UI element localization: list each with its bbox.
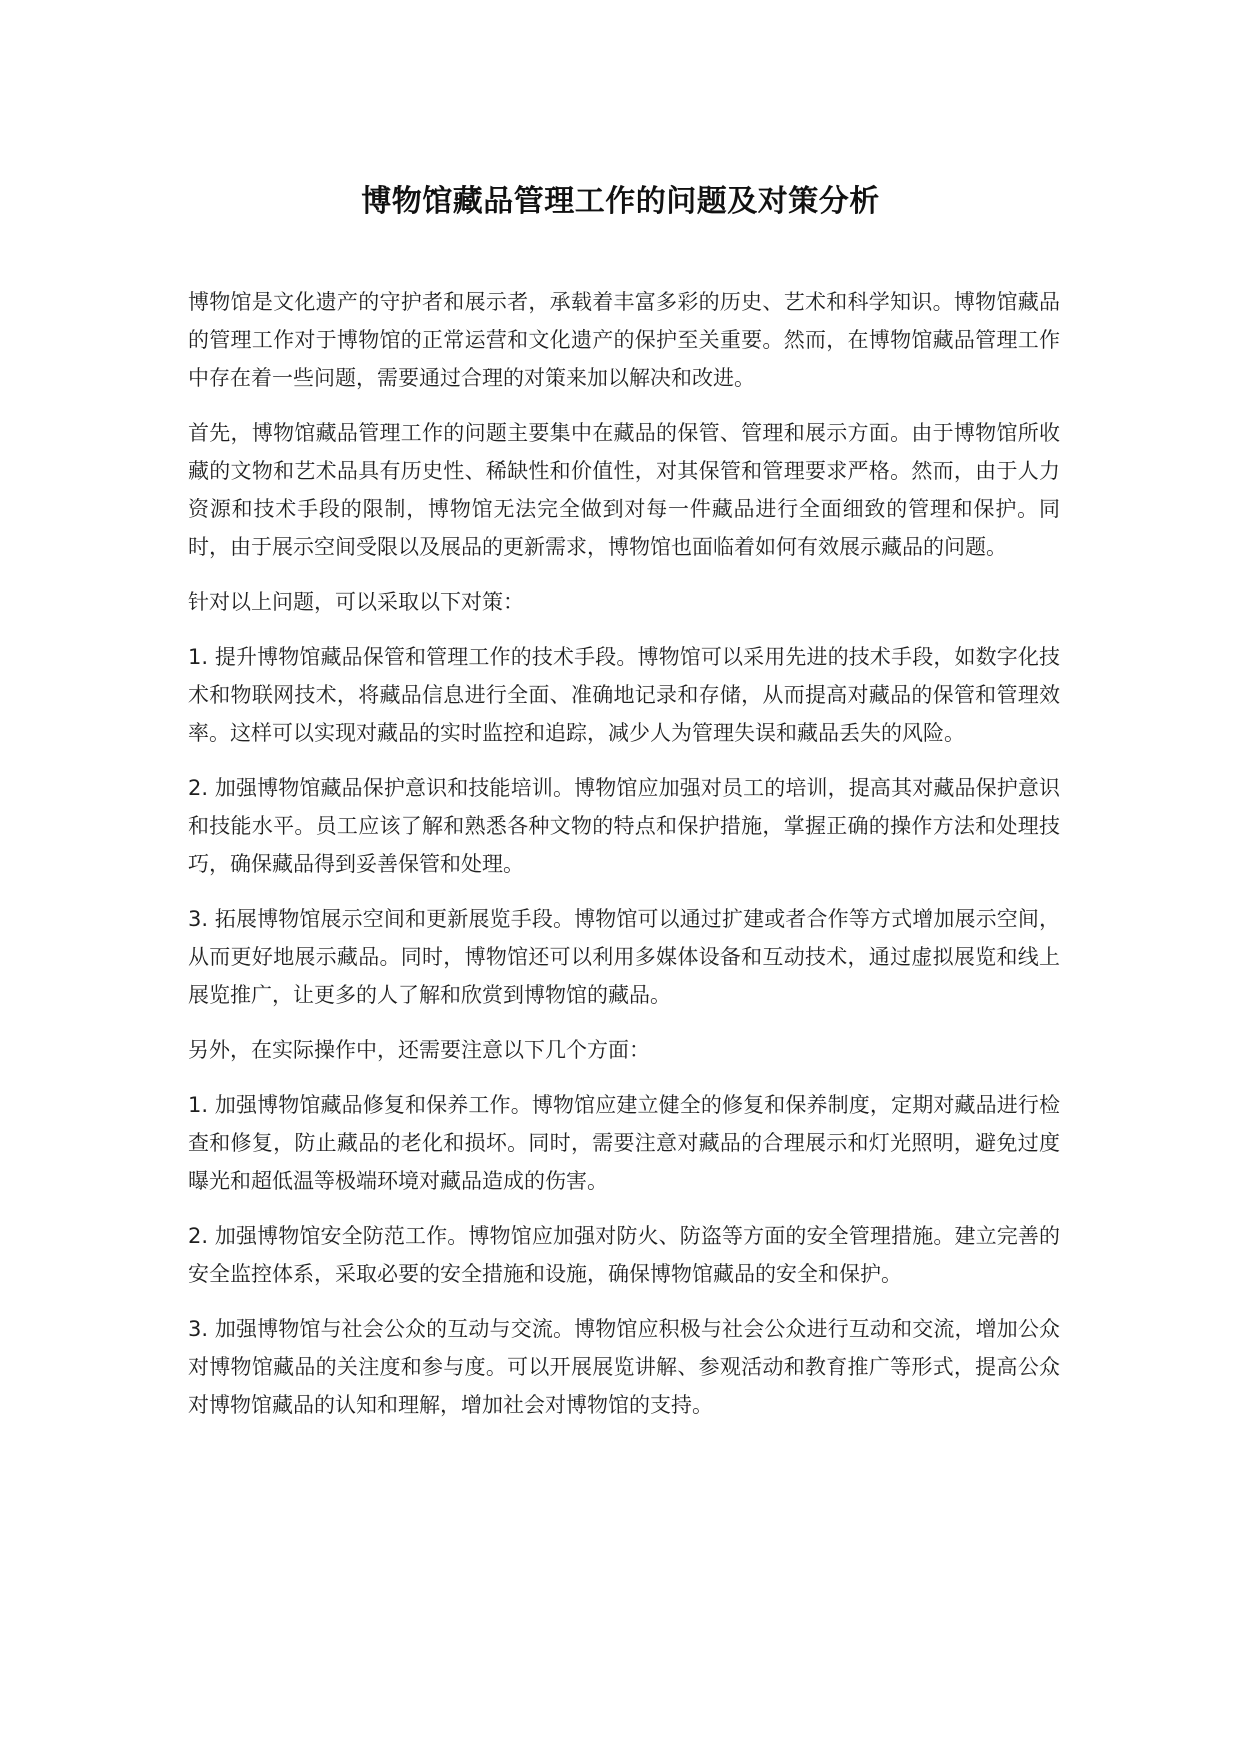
paragraph-countermeasure-3: 3. 拓展博物馆展示空间和更新展览手段。博物馆可以通过扩建或者合作等方式增加展示空间，从而更好地展示藏品。同时，博物馆还可以利用多媒体设备和互动技术，通过虚拟展览和线上展览推广，让更多的人了解和欣赏到博物馆的藏品。 (188, 907, 1060, 1007)
paragraph-additional-2: 2. 加强博物馆安全防范工作。博物馆应加强对防火、防盗等方面的安全管理措施。建立完善的安全监控体系，采取必要的安全措施和设施，确保博物馆藏品的安全和保护。 (188, 1224, 1060, 1286)
paragraph-additional-3: 3. 加强博物馆与社会公众的互动与交流。博物馆应积极与社会公众进行互动和交流，增加公众对博物馆藏品的关注度和参与度。可以开展展览讲解、参观活动和教育推广等形式，提高公众对博物馆藏品的认知和理解，增加社会对博物馆的支持。 (188, 1317, 1060, 1417)
paragraph-problems: 首先，博物馆藏品管理工作的问题主要集中在藏品的保管、管理和展示方面。由于博物馆所收藏的文物和艺术品具有历史性、稀缺性和价值性，对其保管和管理要求严格。然而，由于人力资源和技术手段的限制，博物馆无法完全做到对每一件藏品进行全面细致的管理和保护。同时，由于展示空间受限以及展品的更新需求，博物馆也面临着如何有效展示藏品的问题。 (188, 421, 1060, 559)
paragraph-additional-1: 1. 加强博物馆藏品修复和保养工作。博物馆应建立健全的修复和保养制度，定期对藏品进行检查和修复，防止藏品的老化和损坏。同时，需要注意对藏品的合理展示和灯光照明，避免过度曝光和超低温等极端环境对藏品造成的伤害。 (188, 1093, 1060, 1193)
paragraph-countermeasure-1: 1. 提升博物馆藏品保管和管理工作的技术手段。博物馆可以采用先进的技术手段，如数字化技术和物联网技术，将藏品信息进行全面、准确地记录和存储，从而提高对藏品的保管和管理效率。这样可以实现对藏品的实时监控和追踪，减少人为管理失误和藏品丢失的风险。 (188, 645, 1060, 745)
document-body (188, 283, 1060, 1441)
paragraph-additional-heading: 另外，在实际操作中，还需要注意以下几个方面： (188, 1038, 650, 1062)
paragraph-countermeasures-heading: 针对以上问题，可以采取以下对策： (188, 590, 524, 614)
paragraph-intro: 博物馆是文化遗产的守护者和展示者，承载着丰富多彩的历史、艺术和科学知识。博物馆藏品的管理工作对于博物馆的正常运营和文化遗产的保护至关重要。然而，在博物馆藏品管理工作中存在着一些问题，需要通过合理的对策来加以解决和改进。 (188, 290, 1060, 390)
document-title: 博物馆藏品管理工作的问题及对策分析 (361, 184, 880, 219)
paragraph-countermeasure-2: 2. 加强博物馆藏品保护意识和技能培训。博物馆应加强对员工的培训，提高其对藏品保护意识和技能水平。员工应该了解和熟悉各种文物的特点和保护措施，掌握正确的操作方法和处理技巧，确保藏品得到妥善保管和处理。 (188, 776, 1060, 876)
